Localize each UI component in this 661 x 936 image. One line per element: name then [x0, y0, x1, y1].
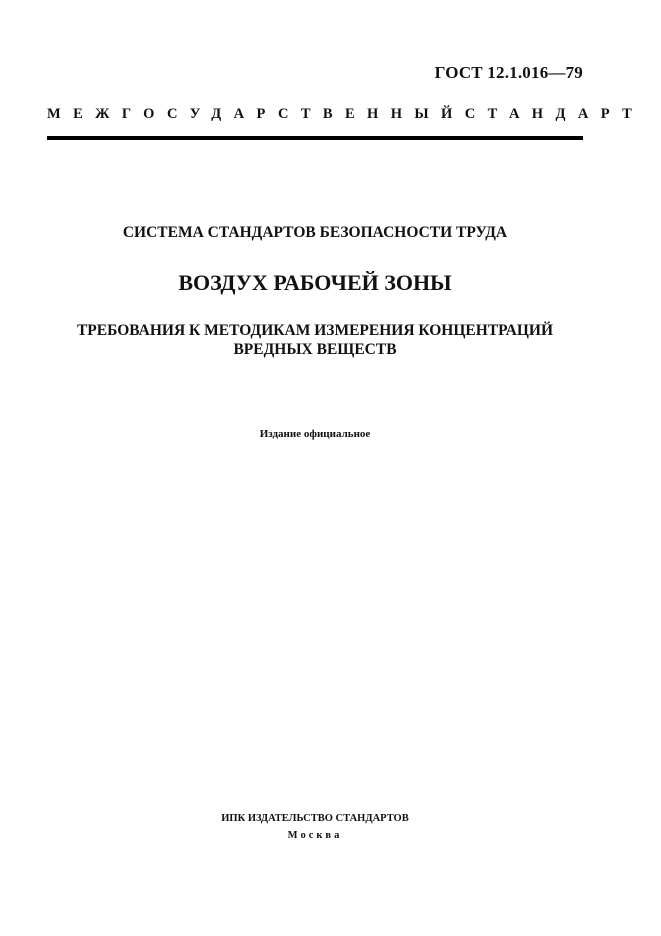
header-band-word-interstate: МЕЖГОСУДАРСТВЕННЫЙ — [47, 106, 465, 122]
edition-note: Издание официальное — [259, 428, 371, 440]
document-code: ГОСТ 12.1.016—79 — [434, 63, 583, 82]
document-title: ВОЗДУХ РАБОЧЕЙ ЗОНЫ — [178, 270, 452, 295]
header-band-word-standard: СТАНДАРТ — [464, 106, 645, 122]
series-title: СИСТЕМА СТАНДАРТОВ БЕЗОПАСНОСТИ ТРУДА — [122, 224, 508, 241]
subtitle-line-2: ВРЕДНЫХ ВЕЩЕСТВ — [233, 341, 397, 358]
subtitle-line-1: ТРЕБОВАНИЯ К МЕТОДИКАМ ИЗМЕРЕНИЯ КОНЦЕНТРАЦИЙ — [76, 322, 554, 339]
header-band — [47, 106, 645, 123]
publisher-city: Москва — [287, 830, 343, 841]
document-subtitle — [0, 321, 630, 359]
publisher-name: ИПК ИЗДАТЕЛЬСТВО СТАНДАРТОВ — [221, 813, 409, 824]
header-rule — [47, 136, 583, 140]
